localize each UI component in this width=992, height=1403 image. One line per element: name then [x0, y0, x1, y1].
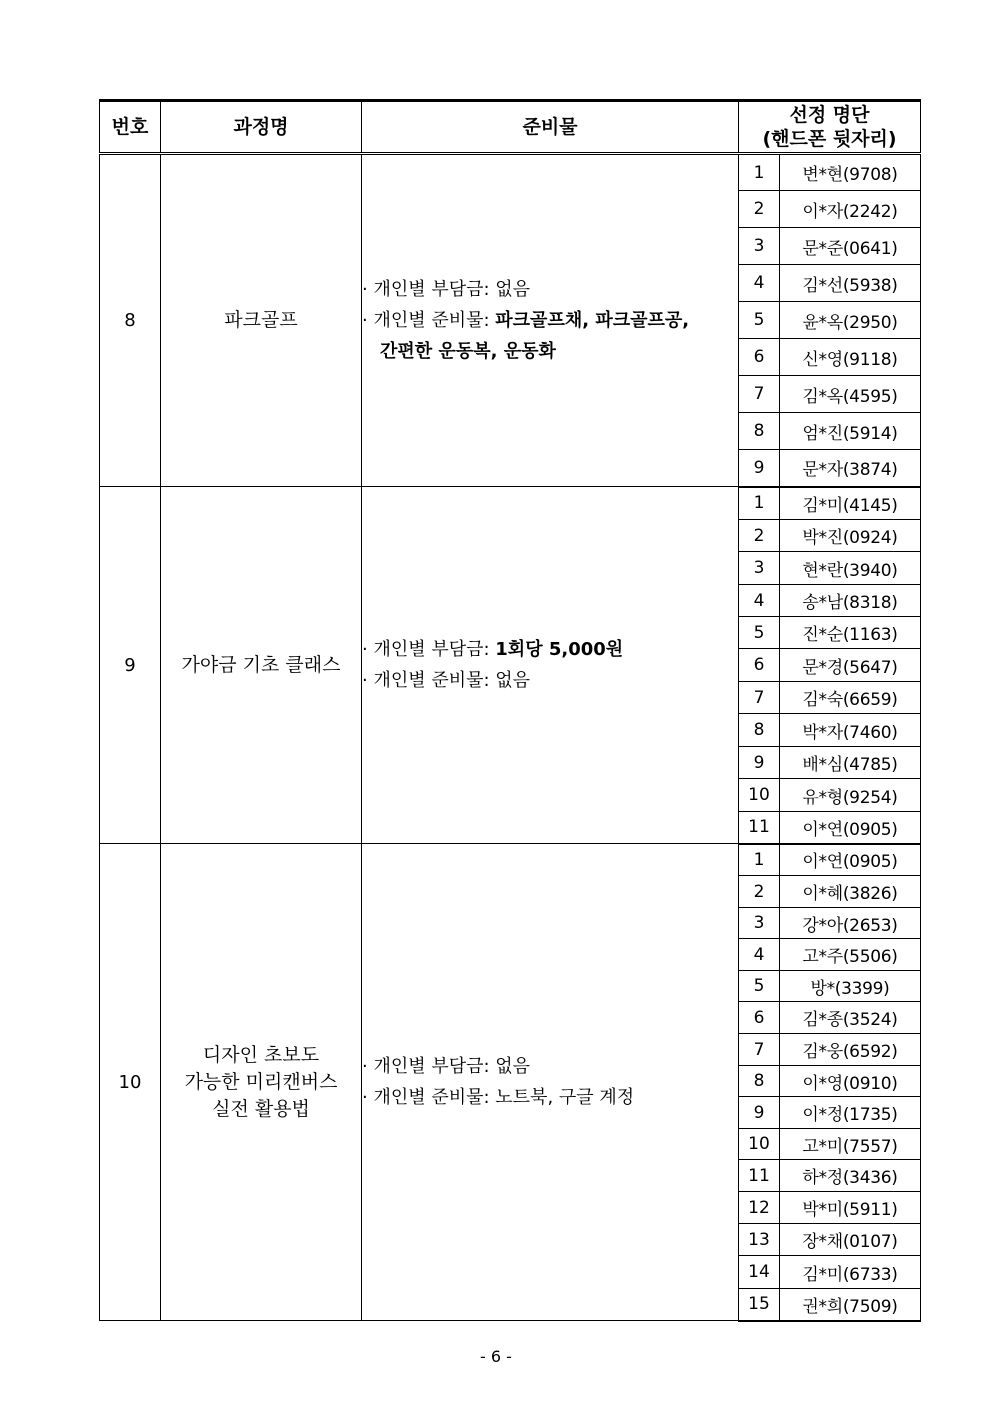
table-row	[100, 844, 921, 876]
member-name: 고*주(5506)	[780, 939, 921, 971]
member-name: 김*웅(6592)	[780, 1034, 921, 1066]
member-index: 9	[739, 1097, 780, 1129]
member-index: 9	[739, 747, 780, 779]
member-index: 1	[739, 844, 780, 876]
prep-items-label: · 개인별 준비물:	[362, 310, 496, 331]
member-name: 문*경(5647)	[780, 649, 921, 682]
member-name: 이*자(2242)	[780, 191, 921, 228]
member-index: 15	[739, 1289, 780, 1321]
member-index: 14	[739, 1256, 780, 1289]
preparation	[362, 487, 739, 844]
member-index: 7	[739, 376, 780, 413]
member-index: 1	[739, 154, 780, 191]
prep-fee-line	[362, 634, 738, 665]
member-index: 12	[739, 1192, 780, 1224]
member-index: 2	[739, 876, 780, 908]
page-number: - 6 -	[480, 1347, 512, 1366]
selection-table	[99, 99, 921, 1322]
member-index: 6	[739, 649, 780, 682]
preparation	[362, 154, 739, 487]
course-name-line: 실전 활용법	[212, 1097, 310, 1120]
course-name-line: 가능한 미리캔버스	[184, 1070, 338, 1093]
member-name: 유*형(9254)	[780, 779, 921, 812]
member-index: 11	[739, 1160, 780, 1192]
member-name: 엄*진(5914)	[780, 413, 921, 450]
member-name: 하*정(3436)	[780, 1160, 921, 1192]
member-index: 8	[739, 413, 780, 450]
course-number: 10	[100, 844, 161, 1321]
member-index: 7	[739, 1034, 780, 1066]
header-list	[739, 101, 921, 154]
member-name: 김*미(6733)	[780, 1256, 921, 1289]
member-name: 권*희(7509)	[780, 1289, 921, 1321]
member-index: 3	[739, 552, 780, 585]
prep-fee-label: · 개인별 부담금:	[362, 279, 496, 300]
member-name: 박*미(5911)	[780, 1192, 921, 1224]
prep-items-line	[362, 305, 738, 336]
member-index: 6	[739, 339, 780, 376]
member-name: 김*미(4145)	[780, 487, 921, 520]
member-name: 김*옥(4595)	[780, 376, 921, 413]
member-name: 강*아(2653)	[780, 908, 921, 939]
header-prep: 준비물	[362, 101, 739, 154]
member-index: 3	[739, 228, 780, 265]
member-name: 고*미(7557)	[780, 1129, 921, 1160]
prep-items-label: · 개인별 준비물:	[362, 670, 496, 691]
prep-fee-label: · 개인별 부담금:	[362, 1056, 496, 1077]
prep-items-value: 파크골프채, 파크골프공,	[495, 310, 690, 331]
header-list-line1: 선정 명단	[789, 104, 870, 126]
member-name: 문*자(3874)	[780, 450, 921, 487]
prep-fee-line	[362, 1051, 738, 1082]
course-name: 파크골프	[161, 154, 362, 487]
member-index: 5	[739, 971, 780, 1002]
prep-items-value: 없음	[495, 670, 531, 691]
member-index: 3	[739, 908, 780, 939]
header-row	[100, 101, 921, 154]
prep-items-line	[362, 665, 738, 696]
member-index: 4	[739, 585, 780, 617]
member-index: 1	[739, 487, 780, 520]
header-course: 과정명	[161, 101, 362, 154]
prep-items-value: 노트북, 구글 계정	[495, 1087, 635, 1108]
prep-items-continued	[362, 336, 738, 367]
member-name: 박*진(0924)	[780, 520, 921, 552]
member-index: 10	[739, 1129, 780, 1160]
member-name: 이*연(0905)	[780, 844, 921, 876]
prep-items-value-cont: 간편한 운동복, 운동화	[380, 341, 556, 362]
member-index: 8	[739, 714, 780, 747]
course-name-line: 디자인 초보도	[202, 1043, 320, 1066]
member-name: 방*(3399)	[780, 971, 921, 1002]
prep-fee-value: 없음	[495, 279, 531, 300]
member-name: 김*종(3524)	[780, 1002, 921, 1034]
member-name: 변*현(9708)	[780, 154, 921, 191]
header-num: 번호	[100, 101, 161, 154]
member-name: 진*순(1163)	[780, 617, 921, 649]
member-index: 8	[739, 1066, 780, 1097]
member-index: 5	[739, 302, 780, 339]
member-name: 이*혜(3826)	[780, 876, 921, 908]
member-index: 5	[739, 617, 780, 649]
member-name: 문*준(0641)	[780, 228, 921, 265]
member-name: 현*란(3940)	[780, 552, 921, 585]
member-name: 김*선(5938)	[780, 265, 921, 302]
member-name: 배*심(4785)	[780, 747, 921, 779]
member-index: 10	[739, 779, 780, 812]
table-row	[100, 154, 921, 191]
member-name: 이*영(0910)	[780, 1066, 921, 1097]
prep-items-line	[362, 1082, 738, 1113]
member-index: 4	[739, 265, 780, 302]
member-index: 2	[739, 191, 780, 228]
member-name: 김*숙(6659)	[780, 682, 921, 714]
member-name: 장*채(0107)	[780, 1224, 921, 1256]
prep-fee-line	[362, 274, 738, 305]
header-list-line2: (핸드폰 뒷자리)	[762, 128, 897, 150]
member-name: 이*정(1735)	[780, 1097, 921, 1129]
member-name: 박*자(7460)	[780, 714, 921, 747]
member-index: 6	[739, 1002, 780, 1034]
member-name: 송*남(8318)	[780, 585, 921, 617]
course-name: 가야금 기초 클래스	[161, 487, 362, 844]
prep-items-label: · 개인별 준비물:	[362, 1087, 496, 1108]
prep-fee-value: 없음	[495, 1056, 531, 1077]
prep-fee-value: 1회당 5,000원	[495, 639, 624, 660]
member-index: 7	[739, 682, 780, 714]
member-index: 2	[739, 520, 780, 552]
table-row	[100, 487, 921, 520]
member-name: 신*영(9118)	[780, 339, 921, 376]
member-index: 9	[739, 450, 780, 487]
member-index: 4	[739, 939, 780, 971]
course-number: 8	[100, 154, 161, 487]
member-name: 이*연(0905)	[780, 812, 921, 844]
course-name	[161, 844, 362, 1321]
member-name: 윤*옥(2950)	[780, 302, 921, 339]
member-index: 11	[739, 812, 780, 844]
prep-fee-label: · 개인별 부담금:	[362, 639, 496, 660]
preparation	[362, 844, 739, 1321]
table-body	[100, 154, 921, 1321]
course-number: 9	[100, 487, 161, 844]
member-index: 13	[739, 1224, 780, 1256]
